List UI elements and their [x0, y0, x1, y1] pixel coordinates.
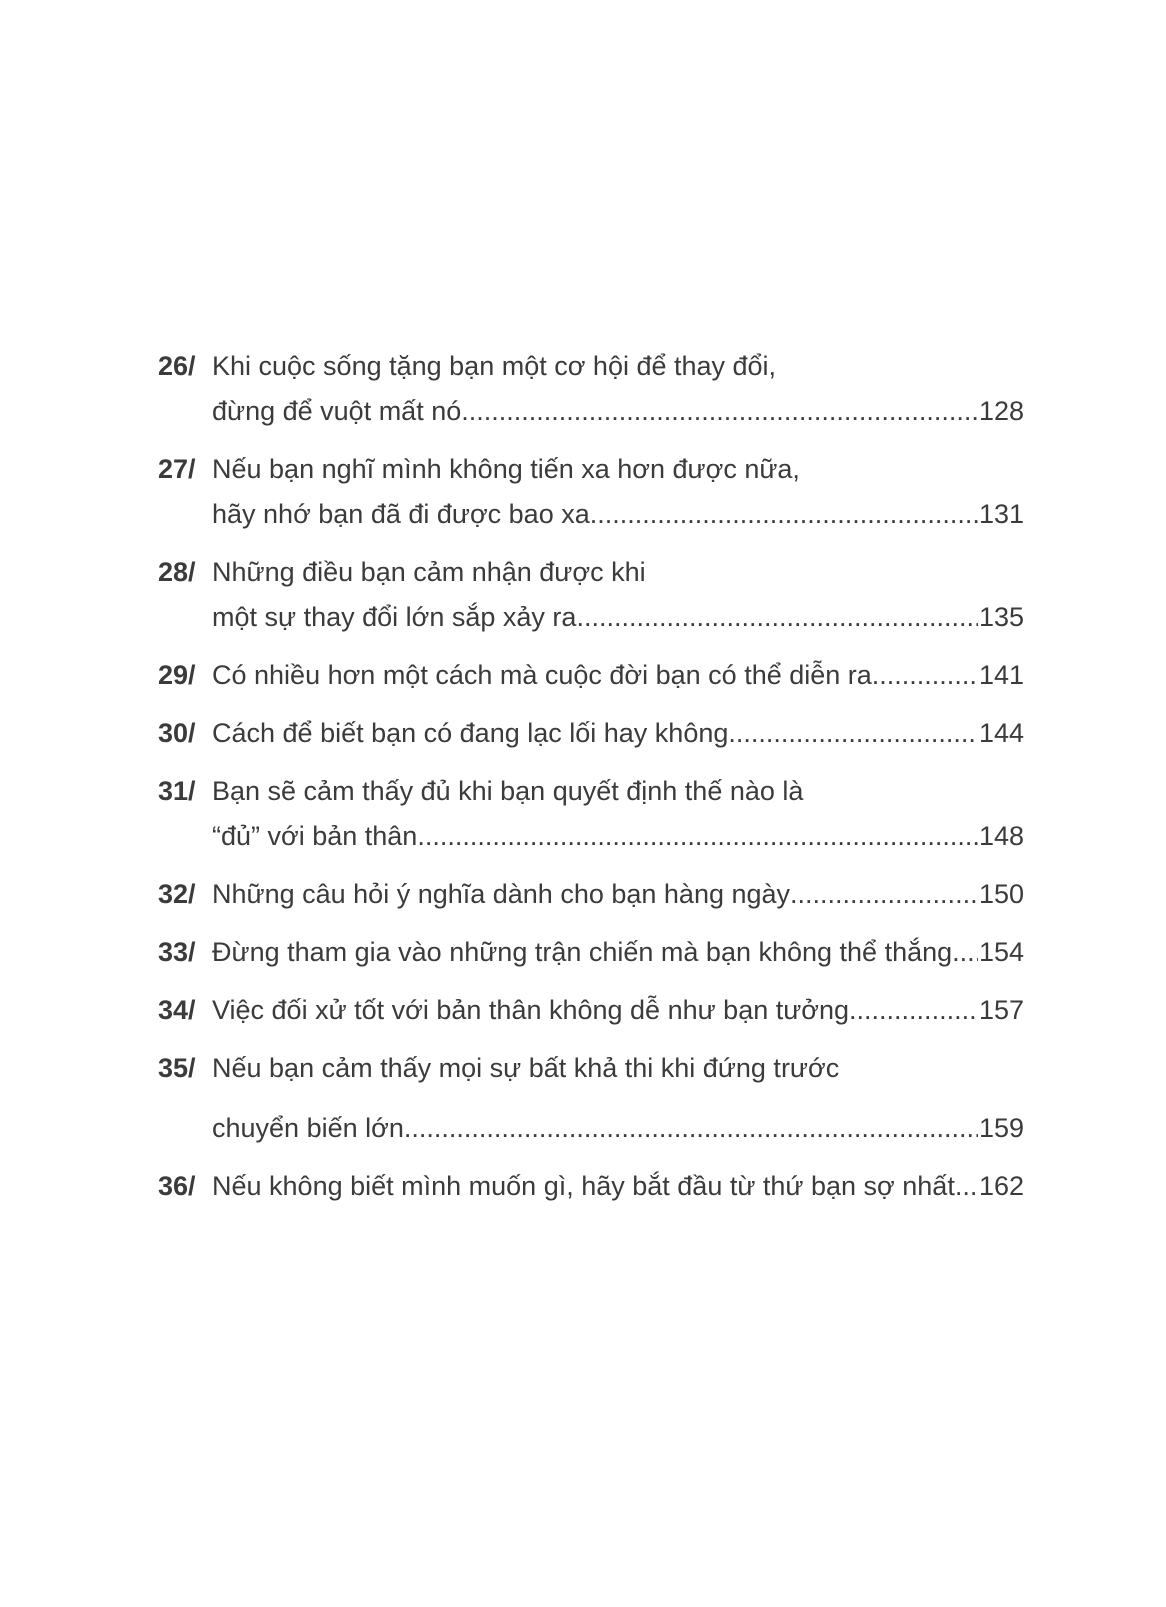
entry-title: Có nhiều hơn một cách mà cuộc đời bạn có thể diễn ra	[212, 660, 872, 690]
page-number: 157	[978, 995, 1024, 1025]
dot-leader	[404, 1106, 978, 1151]
entry-title: Nếu bạn cảm thấy mọi sự bất khả thi khi đứng trước	[212, 1053, 840, 1083]
page-number: 159	[978, 1113, 1024, 1143]
table-of-contents	[158, 344, 1024, 1222]
toc-entry	[158, 930, 1024, 975]
toc-entry	[158, 447, 1024, 537]
dot-leader	[590, 492, 978, 537]
toc-entry	[158, 872, 1024, 917]
toc-entry	[158, 653, 1024, 698]
toc-entry-cont-line	[158, 492, 1024, 537]
entry-title-continued: đừng để vuột mất nó	[212, 396, 462, 426]
entry-number: 30/	[158, 718, 196, 748]
page-number: 162	[978, 1171, 1024, 1201]
entry-title: Bạn sẽ cảm thấy đủ khi bạn quyết định thế nào là	[212, 776, 804, 806]
entry-number: 28/	[158, 557, 196, 587]
page-number: 150	[978, 879, 1024, 909]
dot-leader	[849, 988, 978, 1033]
page-number: 144	[978, 718, 1024, 748]
entry-title: Những câu hỏi ý nghĩa dành cho bạn hàng ngày	[212, 879, 791, 909]
toc-entry-cont-line	[158, 1106, 1024, 1151]
page-number: 148	[978, 821, 1024, 851]
page-number: 154	[978, 937, 1024, 967]
toc-entry	[158, 550, 1024, 640]
toc-entry	[158, 988, 1024, 1033]
entry-number: 35/	[158, 1053, 196, 1083]
entry-number: 33/	[158, 937, 196, 967]
entry-title-continued: chuyển biến lớn	[212, 1113, 404, 1143]
entry-title: Những điều bạn cảm nhận được khi	[212, 557, 646, 587]
dot-leader	[955, 1164, 978, 1209]
entry-title-continued: hãy nhớ bạn đã đi được bao xa	[212, 499, 590, 529]
page-number: 135	[978, 602, 1024, 632]
page-number: 131	[978, 499, 1024, 529]
toc-entry	[158, 711, 1024, 756]
toc-entry-first-line	[158, 344, 1024, 389]
entry-title: Việc đối xử tốt với bản thân không dễ như bạn tưởng	[212, 995, 850, 1025]
entry-number: 27/	[158, 454, 196, 484]
toc-entry-first-line	[158, 711, 1024, 756]
entry-number: 31/	[158, 776, 196, 806]
toc-entry-first-line	[158, 550, 1024, 595]
toc-entry-first-line	[158, 872, 1024, 917]
dot-leader	[576, 595, 978, 640]
dot-leader	[461, 389, 978, 434]
toc-entry-cont-line	[158, 814, 1024, 859]
toc-entry-first-line	[158, 1164, 1024, 1209]
dot-leader	[417, 814, 978, 859]
entry-number: 32/	[158, 879, 196, 909]
entry-title-continued: “đủ” với bản thân	[212, 821, 418, 851]
toc-entry-first-line	[158, 653, 1024, 698]
dot-leader	[728, 711, 978, 756]
toc-entry	[158, 769, 1024, 859]
toc-entry-first-line	[158, 769, 1024, 814]
toc-entry	[158, 344, 1024, 434]
entry-number: 29/	[158, 660, 196, 690]
dot-leader	[790, 872, 978, 917]
toc-entry-first-line	[158, 1046, 1024, 1091]
dot-leader	[952, 930, 978, 975]
toc-entry-cont-line	[158, 595, 1024, 640]
page-number: 128	[978, 396, 1024, 426]
entry-title: Khi cuộc sống tặng bạn một cơ hội để thay đổi,	[212, 351, 777, 381]
toc-entry-cont-line	[158, 389, 1024, 434]
page-number: 141	[978, 660, 1024, 690]
toc-entry-first-line	[158, 447, 1024, 492]
toc-entry	[158, 1046, 1024, 1151]
toc-entry-first-line	[158, 988, 1024, 1033]
entry-title: Cách để biết bạn có đang lạc lối hay không	[212, 718, 729, 748]
entry-number: 26/	[158, 351, 196, 381]
dot-leader	[872, 653, 978, 698]
entry-title: Nếu bạn nghĩ mình không tiến xa hơn được nữa,	[212, 454, 800, 484]
entry-title: Đừng tham gia vào những trận chiến mà bạn không thể thắng	[212, 937, 953, 967]
entry-number: 36/	[158, 1171, 196, 1201]
toc-entry	[158, 1164, 1024, 1209]
toc-entry-first-line	[158, 930, 1024, 975]
entry-title-continued: một sự thay đổi lớn sắp xảy ra	[212, 602, 577, 632]
entry-title: Nếu không biết mình muốn gì, hãy bắt đầu từ thứ bạn sợ nhất	[212, 1171, 955, 1201]
entry-number: 34/	[158, 995, 196, 1025]
